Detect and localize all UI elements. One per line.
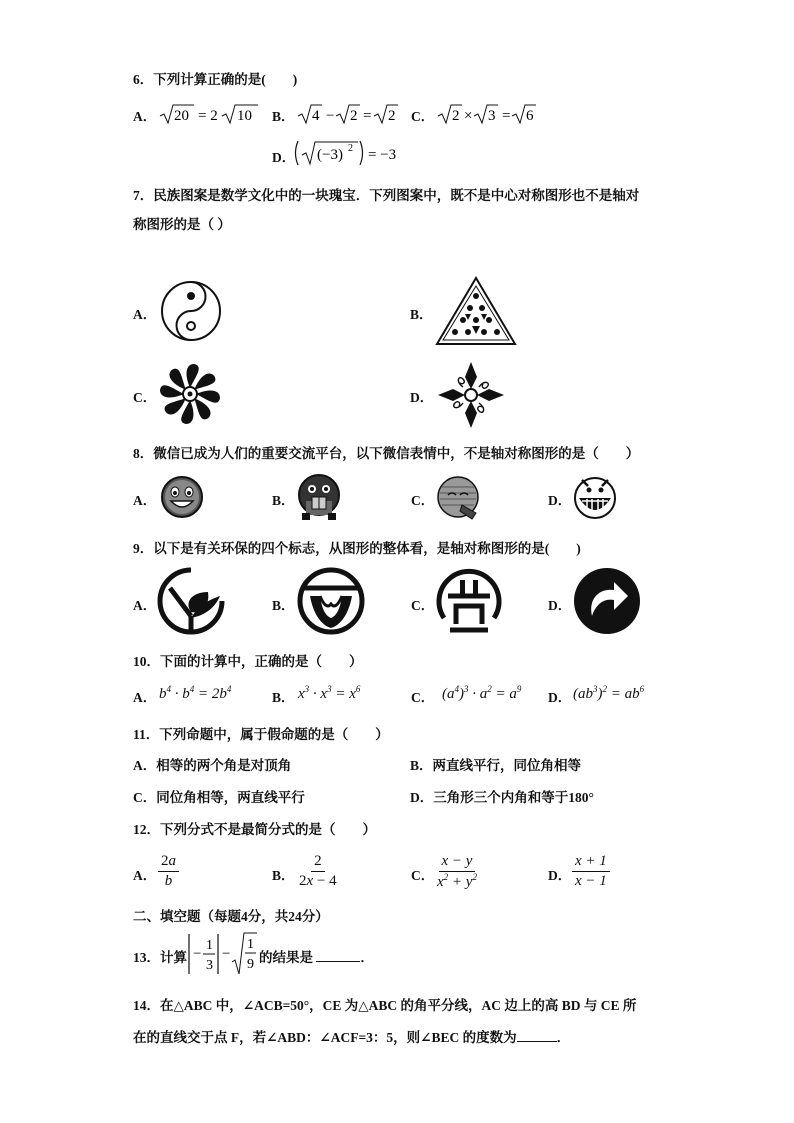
svg-text:1: 1: [247, 937, 254, 952]
q11-stem: 11．下列命题中，属于假命题的是（ ）: [133, 727, 389, 742]
sqrt-expression-d: [296, 138, 406, 168]
svg-text:=: =: [363, 108, 372, 124]
q8-option-c-label: C．: [411, 493, 435, 508]
q10-option-c-expr: $(a^4)^3 \cdot a^2 = a^9$: [442, 684, 522, 702]
svg-text:×: ×: [464, 108, 473, 124]
q10-stem: 10．下面的计算中，正确的是（ ）: [133, 654, 363, 669]
q10-option-a-label: A．: [133, 690, 157, 705]
house-logo-icon: [434, 566, 504, 636]
svg-text:=: =: [502, 108, 511, 124]
q6-option-d-label: D．: [272, 150, 296, 165]
q7-option-c-label: C．: [133, 390, 157, 405]
q12-option-d-fraction: $\frac{x + 1}{x - 1}$: [572, 852, 610, 891]
svg-text:= 2: = 2: [198, 108, 218, 124]
q9-option-c-label: C．: [411, 598, 435, 613]
q7-option-b-label: B．: [410, 307, 433, 322]
q10-option-d-expr: $(ab^3)^2 = ab^6$: [573, 684, 645, 702]
shield-v-logo-icon: [296, 566, 366, 636]
q10-option-d-label: D．: [548, 690, 572, 705]
q7-stem-line1: 7．民族图案是数学文化中的一块瑰宝．下列图案中，既不是中心对称图形也不是轴对: [133, 188, 640, 203]
q13-answer-blank[interactable]: [316, 949, 360, 962]
svg-text:20: 20: [174, 108, 189, 124]
recycle-arrow-logo-icon: [572, 566, 642, 636]
svg-text:1: 1: [206, 938, 213, 953]
q9-option-d-label: D．: [548, 598, 572, 613]
q13-prefix: 13．计算: [133, 950, 187, 965]
four-petal-ornament-icon: [436, 360, 506, 430]
q12-option-b-label: B．: [272, 868, 295, 883]
q14-line1: 14．在△ABC 中，∠ACB=50°，CE 为△ABC 的角平分线，AC 边上的高 BD 与 CE 所: [133, 998, 637, 1013]
q11-option-d: D．三角形三个内角和等于180°: [410, 790, 594, 805]
q7-option-d-label: D．: [410, 390, 434, 405]
svg-text:2: 2: [388, 108, 396, 124]
q8-stem: 8．微信已成为人们的重要交流平台，以下微信表情中，不是轴对称图形的是（ ）: [133, 446, 640, 461]
q8-option-b-label: B．: [272, 493, 295, 508]
q13-expression: [187, 932, 257, 976]
svg-text:= −3: = −3: [368, 147, 397, 163]
waving-face-icon: [436, 475, 482, 521]
q12-option-c-label: C．: [411, 868, 435, 883]
q10-option-c-label: C．: [411, 690, 435, 705]
q6-stem: 6．下列计算正确的是( ): [133, 72, 298, 87]
sqrt-expression-c: [436, 102, 536, 126]
svg-text:2: 2: [350, 108, 358, 124]
q13-suffix: 的结果是 ．: [259, 950, 374, 965]
smiley-face-icon: [160, 475, 204, 519]
q10-option-b-expr: $x^3 \cdot x^3 = x^6$: [298, 684, 361, 702]
sqrt-expression-b: [296, 102, 396, 126]
q8-option-d-label: D．: [548, 493, 572, 508]
svg-text:−: −: [193, 946, 202, 962]
q7-stem-line2: 称图形的是（ ）: [133, 217, 231, 232]
leaf-sprout-logo-icon: [156, 566, 226, 636]
triangle-pattern-icon: [435, 276, 517, 346]
q12-option-b-fraction: $\frac{2}{2x - 4}$: [299, 853, 337, 889]
q10-option-b-label: B．: [272, 690, 295, 705]
svg-text:2: 2: [348, 143, 353, 154]
q12-stem: 12．下列分式不是最简分式的是（ ）: [133, 822, 376, 837]
q11-option-b: B．两直线平行，同位角相等: [410, 758, 582, 773]
q12-option-a-fraction: $\frac{2a}{b}$: [158, 852, 179, 891]
svg-text:−: −: [326, 108, 335, 124]
pinwheel-flower-icon: [158, 362, 222, 426]
yin-yang-icon: [160, 280, 222, 342]
q14-answer-blank[interactable]: [517, 1029, 557, 1042]
svg-text:9: 9: [247, 957, 254, 972]
q9-option-b-label: B．: [272, 598, 295, 613]
svg-text:3: 3: [488, 108, 496, 124]
grinning-face-icon: [572, 472, 618, 520]
q6-option-c-label: C．: [411, 109, 435, 124]
svg-text:−: −: [222, 946, 231, 962]
q11-option-c: C．同位角相等，两直线平行: [133, 790, 305, 805]
svg-text:4: 4: [312, 108, 320, 124]
svg-text:(−3): (−3): [317, 147, 343, 163]
q9-option-a-label: A．: [133, 598, 157, 613]
q6-option-a-label: A．: [133, 109, 157, 124]
q6-option-a-expr: [158, 102, 278, 131]
q9-stem: 9．以下是有关环保的四个标志，从图形的整体看，是轴对称图形的是( ): [133, 541, 581, 556]
q12-option-c-fraction: $\frac{x - y}{x^2 + y^2}$: [437, 853, 477, 890]
svg-text:2: 2: [452, 108, 460, 124]
q6-option-b-label: B．: [272, 109, 295, 124]
svg-text:6: 6: [526, 108, 534, 124]
q8-option-a-label: A．: [133, 493, 157, 508]
q7-option-a-label: A．: [133, 307, 157, 322]
q11-option-a: A．相等的两个角是对顶角: [133, 758, 292, 773]
svg-text:3: 3: [206, 958, 213, 973]
gorilla-face-icon: [296, 473, 342, 521]
sqrt-expression-a: [158, 102, 278, 126]
svg-text:10: 10: [237, 108, 252, 124]
q12-option-d-label: D．: [548, 868, 572, 883]
section-heading: 二、填空题（每题4分，共24分）: [133, 909, 329, 924]
q14-line2: 在的直线交于点 F，若∠ABD：∠ACF=3：5，则∠BEC 的度数为 ．: [133, 1030, 571, 1045]
q10-option-a-expr: $b^4 \cdot b^4 = 2b^4$: [159, 684, 232, 702]
q12-option-a-label: A．: [133, 868, 157, 883]
